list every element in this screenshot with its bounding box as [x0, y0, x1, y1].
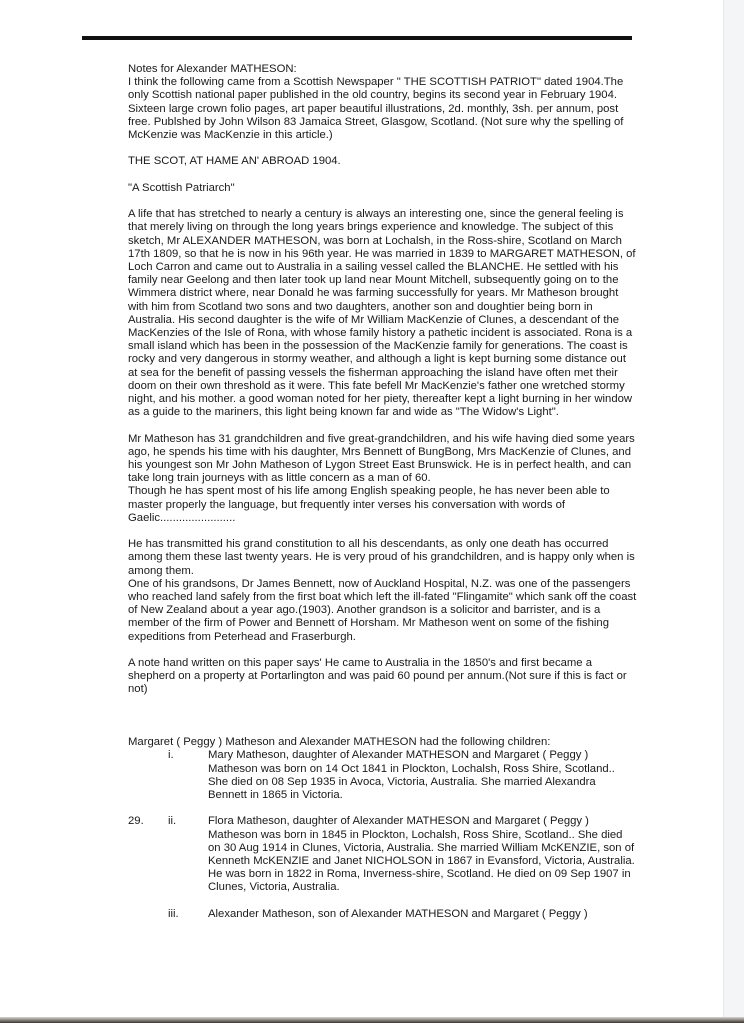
- child-roman-numeral: i.: [168, 749, 174, 762]
- child-entry: [128, 908, 638, 921]
- intro-paragraph: I think the following came from a Scottish Newspaper " THE SCOTTISH PATRIOT" dated 1904.The only Scottish national paper published in the old country, begins its second year in February 1904. Sixteen large crown folio pages, art paper beautiful illustrations, 2d. monthly, 3sh. per annum, post free. Publshed by John Wilson 83 Jamaica Street, Glasgow, Scotland. (Not sure why the spelling of McKenzie was MacKenzie in this article.): [128, 76, 624, 142]
- child-roman-numeral: iii.: [168, 907, 179, 920]
- scan-page-edge: [723, 0, 744, 1023]
- child-entry: [128, 815, 638, 894]
- paragraph-3b: One of his grandsons, Dr James Bennett, now of Auckland Hospital, N.Z. was one of the passengers who reached land safely from the first boat which left the ill-fated "Flingamite" which sank off the coast of New Zealand about a year ago.(1903). Another grandson is a solicitor and barrister, and is a member of the firm of Power and Bennett of Horsham. Mr Matheson went on some of the fishing expeditions from Peterhead and Fraserburgh.: [128, 577, 637, 643]
- children-heading: Margaret ( Peggy ) Matheson and Alexander MATHESON had the following children:: [128, 736, 551, 749]
- child-text: Mary Matheson, daughter of Alexander MATHESON and Margaret ( Peggy ) Matheson was born on 14 Oct 1841 in Plockton, Lochalsh, Ross Shire, Scotland.. She died on 08 Sep 1935 in Avoca, Victoria, Australia. She married Alexandra Bennett in 1865 in Victoria.: [208, 749, 615, 802]
- paragraph-3a: He has transmitted his grand constitution to all his descendants, as only one death has occurred among them these last twenty years. He is very proud of his grandchildren, and is happy only when is among them.: [128, 538, 635, 577]
- child-text: Alexander Matheson, son of Alexander MATHESON and Margaret ( Peggy ): [208, 907, 588, 920]
- document-body: [128, 63, 638, 921]
- child-roman-numeral: ii.: [168, 815, 177, 828]
- notes-heading: Notes for Alexander MATHESON:: [128, 63, 297, 75]
- child-text: Flora Matheson, daughter of Alexander MATHESON and Margaret ( Peggy ) Matheson was born in 1845 in Plockton, Lochalsh, Ross Shire, Scotland.. She died on 30 Aug 1914 in Clunes, Victoria, Australia. She married William McKENZIE, son of Kenneth McKENZIE and Janet NICHOLSON in 1867 in Evansford, Victoria, Australia. He was born in 1822 in Roma, Inverness-shire, Scotland. He died on 09 Sep 1907 in Clunes, Victoria, Australia.: [208, 815, 635, 894]
- article-subtitle: "A Scottish Patriarch": [128, 181, 235, 194]
- child-entry: [128, 749, 638, 802]
- header-rule: [82, 36, 632, 40]
- scan-bottom-edge: [0, 1017, 744, 1023]
- article-title: THE SCOT, AT HAME AN' ABROAD 1904.: [128, 155, 341, 168]
- paragraph-2a: Mr Matheson has 31 grandchildren and five great-grandchildren, and his wife having died some years ago, he spends his time with his daughter, Mrs Bennett of BungBong, Mrs MacKenzie of Clunes, and his youngest son Mr John Matheson of Lygon Street East Brunswick. He is in perfect health, and can take long train journeys with as little concern as a man of 60.: [128, 432, 635, 485]
- paragraph-2b: Though he has spent most of his life among English speaking people, he has never been able to master properly the language, but frequently inter verses his conversation with words of Gaelic........................: [128, 485, 610, 524]
- paragraph-1: A life that has stretched to nearly a century is always an interesting one, since the general feeling is that merely living on through the long years brings experience and knowledge. The subject of this sketch, Mr ALEXANDER MATHESON, was born at Lochalsh, in the Ross-shire, Scotland on March 17th 1809, so that he is now in his 96th year. He was married in 1839 to MARGARET MATHESON, of Loch Carron and came out to Australia in a sailing vessel called the BLANCHE. He settled with his family near Geelong and then later took up land near Mount Mitchell, subsequently going on to the Wimmera district where, near Donald he was farming successfully for years. Mr Matheson brought with him from Scotland two sons and two daughters, another son and doughtier being born in Australia. His second daughter is the wife of Mr William MacKenzie of Clunes, a descendant of the MacKenzies of the Isle of Rona, with whose family history a pathetic incident is associated. Rona is a small island which has been in the possession of the MacKenzie family for generations. The coast is rocky and very dangerous in stormy weather, and although a light is kept burning some distance out at sea for the benefit of passing vessels the fisherman approaching the island have often met their doom on their own threshold as it were. This fate befell Mr MacKenzie's father one wretched stormy night, and his mother. a good woman noted for her piety, thereafter kept a light burning in her window as a guide to the mariners, this light being known far and wide as "The Widow's Light".: [128, 208, 636, 419]
- handwritten-note: A note hand written on this paper says' He came to Australia in the 1850's and first became a shepherd on a property at Portarlington and was paid 60 pound per annum.(Not sure if this is fact or not): [128, 657, 627, 696]
- child-number: 29.: [128, 815, 144, 828]
